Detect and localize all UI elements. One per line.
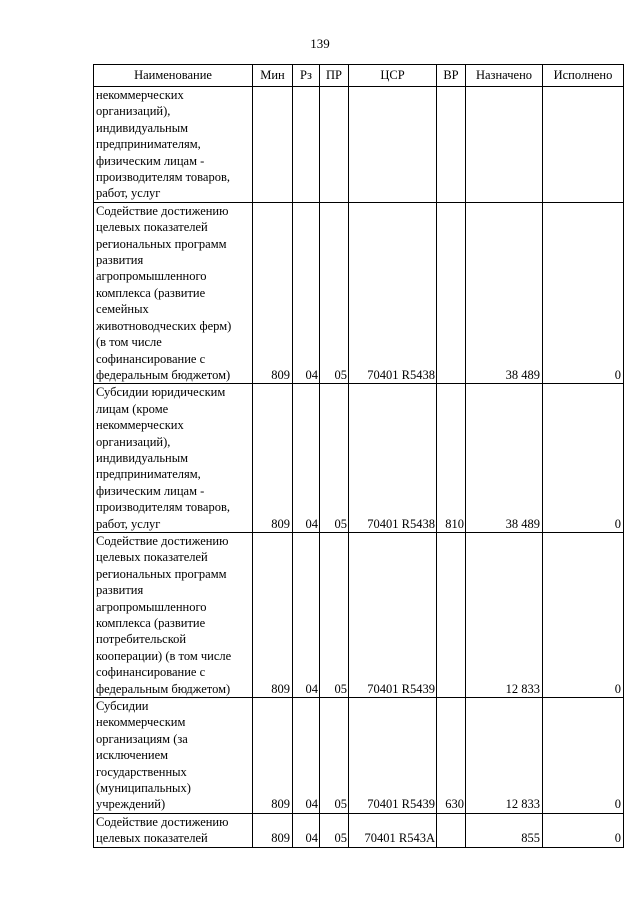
cell-executed: 0 bbox=[543, 698, 624, 814]
cell-csr: 70401 R5438 bbox=[349, 202, 437, 383]
header-rz: Рз bbox=[293, 65, 320, 87]
cell-rz: 04 bbox=[293, 384, 320, 533]
cell-pr: 05 bbox=[320, 813, 349, 847]
cell-pr bbox=[320, 87, 349, 203]
cell-rz: 04 bbox=[293, 532, 320, 697]
cell-pr: 05 bbox=[320, 532, 349, 697]
cell-rz: 04 bbox=[293, 202, 320, 383]
cell-rz bbox=[293, 87, 320, 203]
cell-min: 809 bbox=[253, 532, 293, 697]
cell-executed: 0 bbox=[543, 813, 624, 847]
header-assigned: Назначено bbox=[466, 65, 543, 87]
cell-name: Содействие достижению целевых показателей региональных программ развития агропромышленного комплекса (развитие семейных животноводческих ферм) (в том числе софинансирование с федеральным бюджетом) bbox=[94, 202, 253, 383]
header-min: Мин bbox=[253, 65, 293, 87]
cell-csr: 70401 R5439 bbox=[349, 698, 437, 814]
cell-pr: 05 bbox=[320, 202, 349, 383]
header-vr: ВР bbox=[437, 65, 466, 87]
cell-vr bbox=[437, 532, 466, 697]
budget-table bbox=[93, 64, 624, 848]
cell-csr: 70401 R543A bbox=[349, 813, 437, 847]
page-number: 139 bbox=[310, 36, 330, 51]
cell-min: 809 bbox=[253, 813, 293, 847]
cell-assigned: 12 833 bbox=[466, 532, 543, 697]
header-csr: ЦСР bbox=[349, 65, 437, 87]
cell-name: Содействие достижению целевых показателей региональных программ развития агропромышленного комплекса (развитие потребительской кооперации) (в том числе софинансирование с федеральным бюджетом) bbox=[94, 532, 253, 697]
cell-executed: 0 bbox=[543, 532, 624, 697]
cell-name: Субсидии юридическим лицам (кроме некоммерческих организаций), индивидуальным предпринимателям, физическим лицам - производителям товаров, работ, услуг bbox=[94, 384, 253, 533]
cell-vr bbox=[437, 813, 466, 847]
cell-name: Содействие достижению целевых показателей bbox=[94, 813, 253, 847]
table-header-row bbox=[94, 65, 624, 87]
cell-csr: 70401 R5438 bbox=[349, 384, 437, 533]
cell-name: некоммерческих организаций), индивидуальным предпринимателям, физическим лицам - производителям товаров, работ, услуг bbox=[94, 87, 253, 203]
table-row bbox=[94, 532, 624, 697]
cell-csr bbox=[349, 87, 437, 203]
cell-executed: 0 bbox=[543, 202, 624, 383]
cell-pr: 05 bbox=[320, 698, 349, 814]
cell-vr bbox=[437, 87, 466, 203]
table-row bbox=[94, 698, 624, 814]
table-row bbox=[94, 384, 624, 533]
cell-assigned: 12 833 bbox=[466, 698, 543, 814]
table-row bbox=[94, 202, 624, 383]
cell-min bbox=[253, 87, 293, 203]
cell-min: 809 bbox=[253, 384, 293, 533]
header-pr: ПР bbox=[320, 65, 349, 87]
cell-name: Субсидии некоммерческим организациям (за исключением государственных (муниципальных) учреждений) bbox=[94, 698, 253, 814]
header-executed: Исполнено bbox=[543, 65, 624, 87]
header-name: Наименование bbox=[94, 65, 253, 87]
cell-vr: 630 bbox=[437, 698, 466, 814]
cell-vr: 810 bbox=[437, 384, 466, 533]
cell-executed: 0 bbox=[543, 384, 624, 533]
table-row bbox=[94, 87, 624, 203]
cell-rz: 04 bbox=[293, 813, 320, 847]
cell-pr: 05 bbox=[320, 384, 349, 533]
cell-assigned: 38 489 bbox=[466, 202, 543, 383]
cell-assigned: 38 489 bbox=[466, 384, 543, 533]
cell-executed bbox=[543, 87, 624, 203]
cell-min: 809 bbox=[253, 202, 293, 383]
cell-rz: 04 bbox=[293, 698, 320, 814]
cell-assigned: 855 bbox=[466, 813, 543, 847]
cell-csr: 70401 R5439 bbox=[349, 532, 437, 697]
cell-min: 809 bbox=[253, 698, 293, 814]
table-row bbox=[94, 813, 624, 847]
cell-vr bbox=[437, 202, 466, 383]
cell-assigned bbox=[466, 87, 543, 203]
